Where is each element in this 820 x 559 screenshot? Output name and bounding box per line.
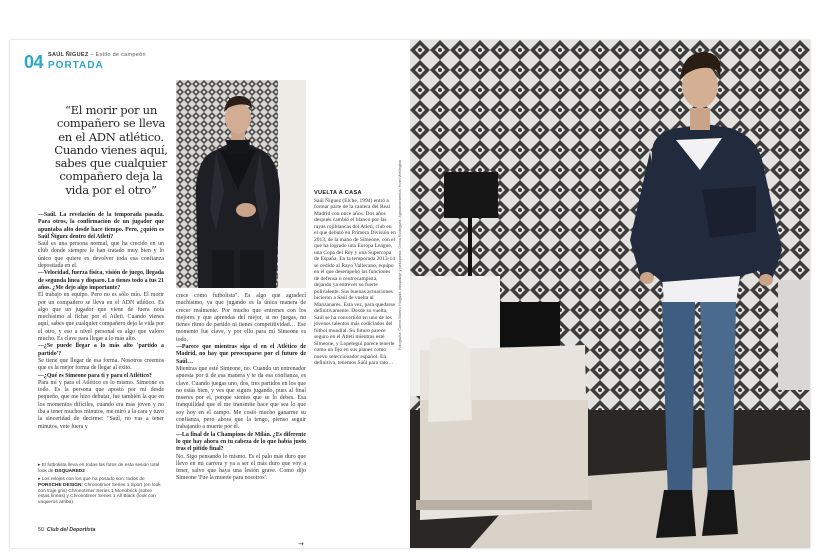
- paragraph: —Velocidad, fuerza física, visión de juego, llegada de segunda línea y disparo. Lo tienes todo a tus 21 años. ¿Me dejo algo importante?: [38, 270, 164, 291]
- paragraph: Para mí y para el Atlético es lo mismo. Simeone es todo. Es la persona que apostó por mí desde pequeño, que me hizo debutar, fue también la que en los momentos difíciles, cuando era más joven y no iba a tener muchos minutos, me miró a la cara y tuvo la sinceridad de decirme: "Saúl, no vas a tener minutos, vete fuera y: [38, 379, 164, 430]
- paragraph: —¿Qué es Simeone para ti y para el Atlético?: [38, 372, 152, 379]
- caption-brand: DSQUARED2: [54, 468, 85, 474]
- magazine-name: Club del Deportista: [46, 527, 96, 533]
- section-title: PORTADA: [48, 60, 104, 71]
- magazine-spread: [10, 40, 810, 548]
- photo-credit: Fotografía: Carlos Blanco Holgado. Maquillaje y peluquería: Gema Rodríguez. Agradecimientos: Hotel Wellington: [398, 159, 402, 350]
- paragraph: Saúl es una persona normal, que ha crecido en un club donde siempre le han tratado muy bien y lo único que quiere es devolver toda esa confianza depositada en el.: [38, 241, 164, 270]
- paragraph: crece como futbolista". Es algo que agradecí muchísimo, ya que jugando es la única manera de crecer realmente. Por mucho que entrenes con los mejores y que aprendas del mejor, si no juegas, no tienes ritmo de partido ni tienes competitividad… Ese momento fue clave, y por ello para mí Simeone es todo.: [176, 293, 306, 343]
- paragraph: —Parece que mientras siga el en el Atlético de Madrid, no hay que preocuparse por el futuro de Saúl…: [176, 344, 306, 365]
- paragraph: El trabajo en equipo. Pero no es sólo mío. El morir por un compañero se lleva en el ADN atlético. Es algo que un jugador que viene de fuera nota muchísimo al fichar por el Atleti. Cuando vienes aquí, sabes que cualquier compañero deja la vida por el otro, y eso a nivel personal es algo que valoro mucho. Es clave para llegar a lo más alto.: [38, 292, 164, 343]
- paragraph: —Saúl. La revelación de la temporada pasada. Para otros, la confirmación de un jugador que apuntaba alto desde hace tiempo. Pero, ¿quién es Saúl Ñíguez dentro del Atleti?: [38, 212, 164, 240]
- article-column-1: [38, 212, 164, 431]
- page-number: 50: [38, 527, 44, 533]
- sidebar-text: Saúl Ñíguez (Elche, 1994) entró a formar parte de la cantera del Real Madrid con once años. Dos años después cambió el blanco por las rayas rojiblancas del Atleti, club en el que debutó en Primera División en 2013, de la mano de Simeone, con el que ha logrado una Europa League, una Copa del Rey y una Supercopa de España. En la temporada 2013-14 se cedido al Rayo Vallecano, equipo en el que desempeñó las funciones de defensa o centrocampista, dejando ya entrever su fuerte polivalente. Sus buenas actuaciones hicieron a Saúl de vuelta al Manzanares. Esta vez, para quedarse definitivamente. Desde su vuelta, Saúl se ha convertido en uno de los jóvenes talentos más codiciados del fútbol mundial. Su futuro parece seguro en el Atleti mientras esté Simeone, y Lopetegui parece tenerle como un fijo en sus planes como nuevo seleccionador español. En definitiva, tenemos Saúl para rato…: [314, 197, 396, 366]
- portrait-photo-small: [176, 80, 306, 288]
- caption-outfit: ▸ El futbolista lleva en todas las fotos de esta sesión total look de DSQUARED2: [38, 463, 160, 474]
- paragraph: Se tiene que llegar de esa forma. Nosotros creemos que es la mejor forma de llegar al éxito.: [38, 357, 164, 372]
- article-column-2: [176, 293, 306, 483]
- portrait-illustration: [176, 80, 306, 288]
- kicker-name: SAÚL ÑIGUEZ: [48, 52, 89, 58]
- paragraph: Mientras que esté Simeone, no. Cuando un entrenador apuesta por ti de esa manera y te da esa confianza, es clave. Cuando juegas uno, dos, tres partidos en los que no estás bien, y ves que sigues jugando, pues al final mueres por el, porque sientes que se lo debes. Esa tranquilidad que el me transmite hace que sea lo que soy hoy en el campo. Me costó mucho ganarme su confianza, pero ahora que la tengo, pienso seguir trabajando a muerte por él.: [176, 365, 306, 431]
- caption-brand: PORSCHE DESIGN: [38, 482, 82, 488]
- caption-text: El futbolista lleva en todas las fotos de esta sesión total look de: [38, 463, 160, 474]
- kicker: [48, 52, 146, 58]
- sidebar-heading: VUELTA A CASA: [314, 190, 362, 196]
- continue-arrow: →: [298, 540, 304, 548]
- kicker-sub: – Estilo de campeón: [88, 52, 146, 58]
- caption-text: Los relojes con los que ha posado son: todos de: [41, 477, 145, 482]
- paragraph: —La final de la Champions de Milán. ¿Es diferente lo que hay ahora en tu cabeza de lo que había justo tras el pitido final?: [176, 431, 306, 453]
- caption-watches: ▸ Los relojes con los que ha posado son: todos de PORSCHE DESIGN: Chronotimer Series 1 Sport (en look con traje gris) Chronotimer Series 1 Monobrick (sobre estas líneas) y Chronotimer Series 1 All Black (look con vaqueros arriba).: [38, 477, 161, 506]
- right-page: [410, 40, 810, 548]
- paragraph: No. Sigo pensando lo mismo. Es el palo más duro que llevo en mi carrera y ya a ser el más duro que voy a tener, salvo que haya una lesión grave. Como dijo Simeone 'Fue la muerte para nosotros'.: [176, 453, 306, 482]
- sidebar-box: [314, 190, 396, 367]
- page-footer: [38, 527, 95, 533]
- pull-quote: “El morir por un compañero se lleva en el ADN atlético. Cuando vienes aquí, sabes que cualquier compañero deja la vida por el otro”: [54, 103, 168, 197]
- caption-text-rest: : Chronotimer Series 1 Sport (en look con traje gris) Chronotimer Series 1 Monobrick (sobre estas líneas) y Chronotimer Series 1 All Black (look con vaqueros arriba).: [38, 482, 161, 506]
- cover-photo-illustration: [410, 40, 810, 548]
- paragraph: —¿Se puede llegar a lo más alto 'partido a partido'?: [38, 343, 164, 357]
- issue-number: 04: [24, 52, 44, 72]
- left-page: [10, 40, 410, 548]
